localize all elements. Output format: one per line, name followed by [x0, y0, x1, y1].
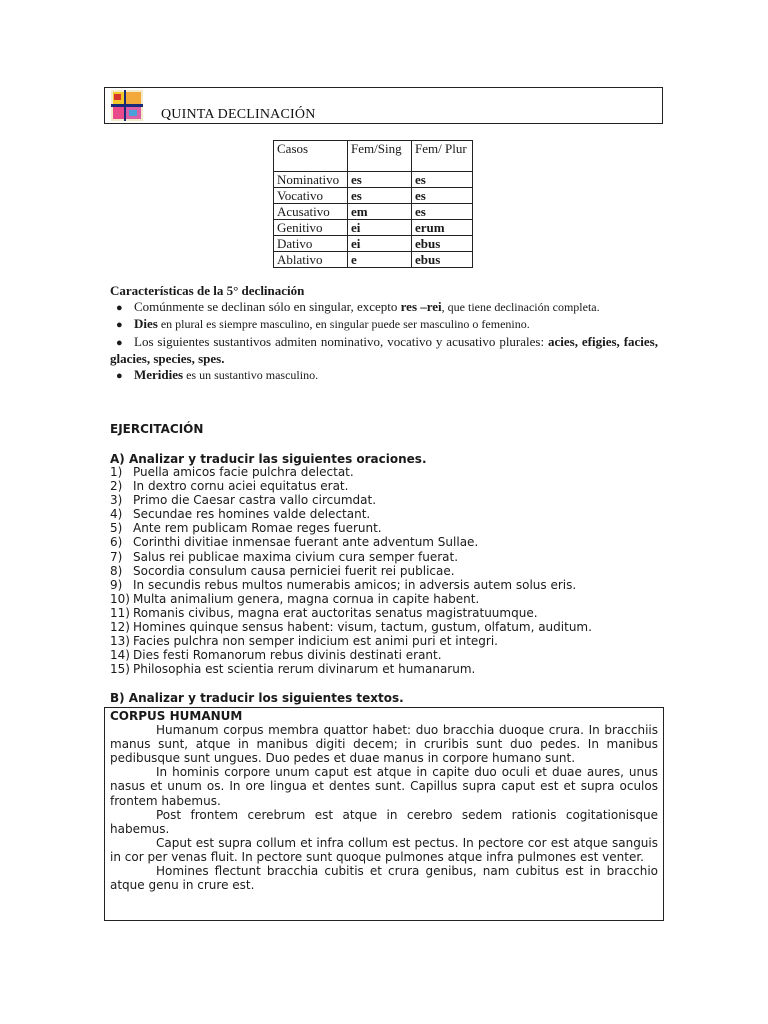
column-header: Fem/Sing [348, 141, 412, 172]
text-paragraph: Homines flectunt bracchia cubitis et crura genibus, nam cubitus est in bracchio atque genu in crure est. [110, 864, 658, 893]
text-paragraph: Humanum corpus membra quattor habet: duo bracchia duoque crura. In bracchiis manus sunt, atque in manibus digiti decem; in cruribis sunt duo pedes. In manibus pedibusque sunt ungues. Duo pedes et duae manus in corpore humano sunt. [110, 723, 658, 766]
list-item [110, 521, 592, 535]
item-number: 1) [110, 465, 123, 479]
list-item [110, 334, 658, 367]
item-number: 10) [110, 591, 130, 606]
case-name: Dativo [274, 236, 348, 252]
singular-ending: es [348, 188, 412, 204]
bullet-bold-text: res –rei [400, 298, 442, 314]
sentence-text: Romanis civibus, magna erat auctoritas senatus magistratuumque. [133, 605, 538, 620]
case-name: Nominativo [274, 172, 348, 188]
bullet-icon: ● [116, 301, 123, 314]
section-a-title: A) Analizar y traducir las siguientes oraciones. [110, 452, 427, 466]
section-b-title: B) Analizar y traducir los siguientes textos. [110, 691, 404, 705]
list-item [110, 564, 592, 578]
item-number: 13) [110, 634, 130, 649]
page-title: QUINTA DECLINACIÓN [161, 107, 316, 122]
sentence-text: Primo die Caesar castra vallo circumdat. [133, 493, 377, 508]
item-number: 7) [110, 549, 123, 564]
bullet-bold-text: acies, efigies, facies, glacies, species, spes. [110, 333, 658, 366]
item-number: 15) [110, 662, 130, 677]
item-number: 2) [110, 479, 123, 494]
item-number: 4) [110, 507, 123, 522]
item-number: 8) [110, 563, 123, 578]
sentence-text: Homines quinque sensus habent: visum, tactum, gustum, olfatum, auditum. [133, 620, 592, 635]
column-header: Casos [274, 141, 348, 172]
singular-ending: ei [348, 236, 412, 252]
item-number: 12) [110, 620, 130, 635]
bullet-icon: ● [116, 336, 123, 349]
table-row [274, 204, 473, 220]
list-item [110, 648, 592, 662]
item-number: 11) [110, 605, 130, 620]
bullet-text: Comúnmente se declinan sólo en singular, excepto [134, 298, 401, 314]
table-row [274, 188, 473, 204]
list-item [110, 606, 592, 620]
column-header: Fem/ Plur [412, 141, 473, 172]
item-number: 5) [110, 521, 123, 536]
header-box [104, 87, 663, 124]
sentence-text: Dies festi Romanorum rebus divinis destinati erant. [133, 648, 442, 663]
sentence-text: Philosophia est scientia rerum divinarum et humanarum. [133, 662, 476, 677]
declension-table [273, 140, 473, 268]
bullet-icon: ● [116, 369, 123, 382]
sentence-text: Corinthi divitiae inmensae fuerant ante adventum Sullae. [133, 535, 479, 550]
list-item [110, 479, 592, 493]
plural-ending: es [412, 172, 473, 188]
case-name: Genitivo [274, 220, 348, 236]
table-row [274, 236, 473, 252]
item-number: 3) [110, 493, 123, 508]
singular-ending: ei [348, 220, 412, 236]
bullet-bold-text: Dies [134, 316, 158, 331]
list-item [110, 507, 592, 521]
plural-ending: es [412, 204, 473, 220]
singular-ending: es [348, 172, 412, 188]
table-row [274, 172, 473, 188]
exercises-title: EJERCITACIÓN [110, 422, 204, 436]
plural-ending: ebus [412, 252, 473, 268]
list-item [110, 662, 592, 676]
sentence-text: Socordia consulum causa perniciei fuerit rei publicae. [133, 563, 455, 578]
bullet-text: es un sustantivo masculino. [183, 367, 319, 382]
table-header-row [274, 141, 473, 172]
item-number: 9) [110, 577, 123, 592]
list-item [110, 316, 658, 334]
table-row [274, 220, 473, 236]
case-name: Ablativo [274, 252, 348, 268]
list-item [110, 465, 592, 479]
list-item [110, 634, 592, 648]
sentence-text: Facies pulchra non semper indicium est animi puri et integri. [133, 634, 498, 649]
sentence-text: Multa animalium genera, magna cornua in capite habent. [133, 591, 480, 606]
sentence-text: In dextro cornu aciei equitatus erat. [133, 479, 349, 494]
sentence-text: In secundis rebus multos numerabis amicos; in adversis autem solus eris. [133, 577, 577, 592]
list-item [110, 592, 592, 606]
corpus-humanum-box [104, 707, 664, 921]
list-item [110, 493, 592, 507]
text-paragraph: Post frontem cerebrum est atque in cerebro sedem rationis cogitationisque habemus. [110, 807, 658, 836]
case-name: Acusativo [274, 204, 348, 220]
plural-ending: ebus [412, 236, 473, 252]
bullet-bold-text: Meridies [134, 366, 184, 382]
plural-ending: erum [412, 220, 473, 236]
bullet-icon: ● [116, 319, 123, 331]
sentence-text: Ante rem publicam Romae reges fuerunt. [133, 521, 382, 536]
plural-ending: es [412, 188, 473, 204]
bullet-text: Los siguientes sustantivos admiten nominativo, vocativo y acusativo plurales: [134, 333, 548, 349]
list-item [110, 620, 592, 634]
text-title: CORPUS HUMANUM [110, 709, 243, 723]
sentence-text: Secundae res homines valde delectant. [133, 507, 371, 522]
text-paragraph: In hominis corpore unum caput est atque in capite duo oculi et duae aures, unus nasus et unum os. In ore lingua et dentes sunt. Capillus supra caput est et supra oculos frontem habemus. [110, 765, 658, 808]
list-item [110, 578, 592, 592]
list-item [110, 367, 658, 385]
singular-ending: e [348, 252, 412, 268]
item-number: 14) [110, 648, 130, 663]
bullet-text: , que tiene declinación completa. [441, 299, 600, 314]
section-title: Características de la 5° declinación [110, 283, 305, 298]
sentence-text: Puella amicos facie pulchra delectat. [133, 465, 354, 479]
list-item [110, 299, 658, 317]
sentences-list [110, 465, 592, 676]
list-item [110, 550, 592, 564]
sentence-text: Salus rei publicae maxima civium cura semper fuerat. [133, 549, 459, 564]
case-name: Vocativo [274, 188, 348, 204]
characteristics-section [110, 283, 658, 384]
singular-ending: em [348, 204, 412, 220]
color-blocks-logo-icon [111, 90, 143, 121]
item-number: 6) [110, 535, 123, 550]
text-paragraph: Caput est supra collum et infra collum est pectus. In pectore cor est atque sanguis in cor per venas fluit. In pectore sunt quoque pulmones atque infra pulmones est venter. [110, 835, 658, 864]
bullet-text: en plural es siempre masculino, en singular puede ser masculino o femenino. [157, 317, 530, 331]
list-item [110, 535, 592, 549]
table-row [274, 252, 473, 268]
